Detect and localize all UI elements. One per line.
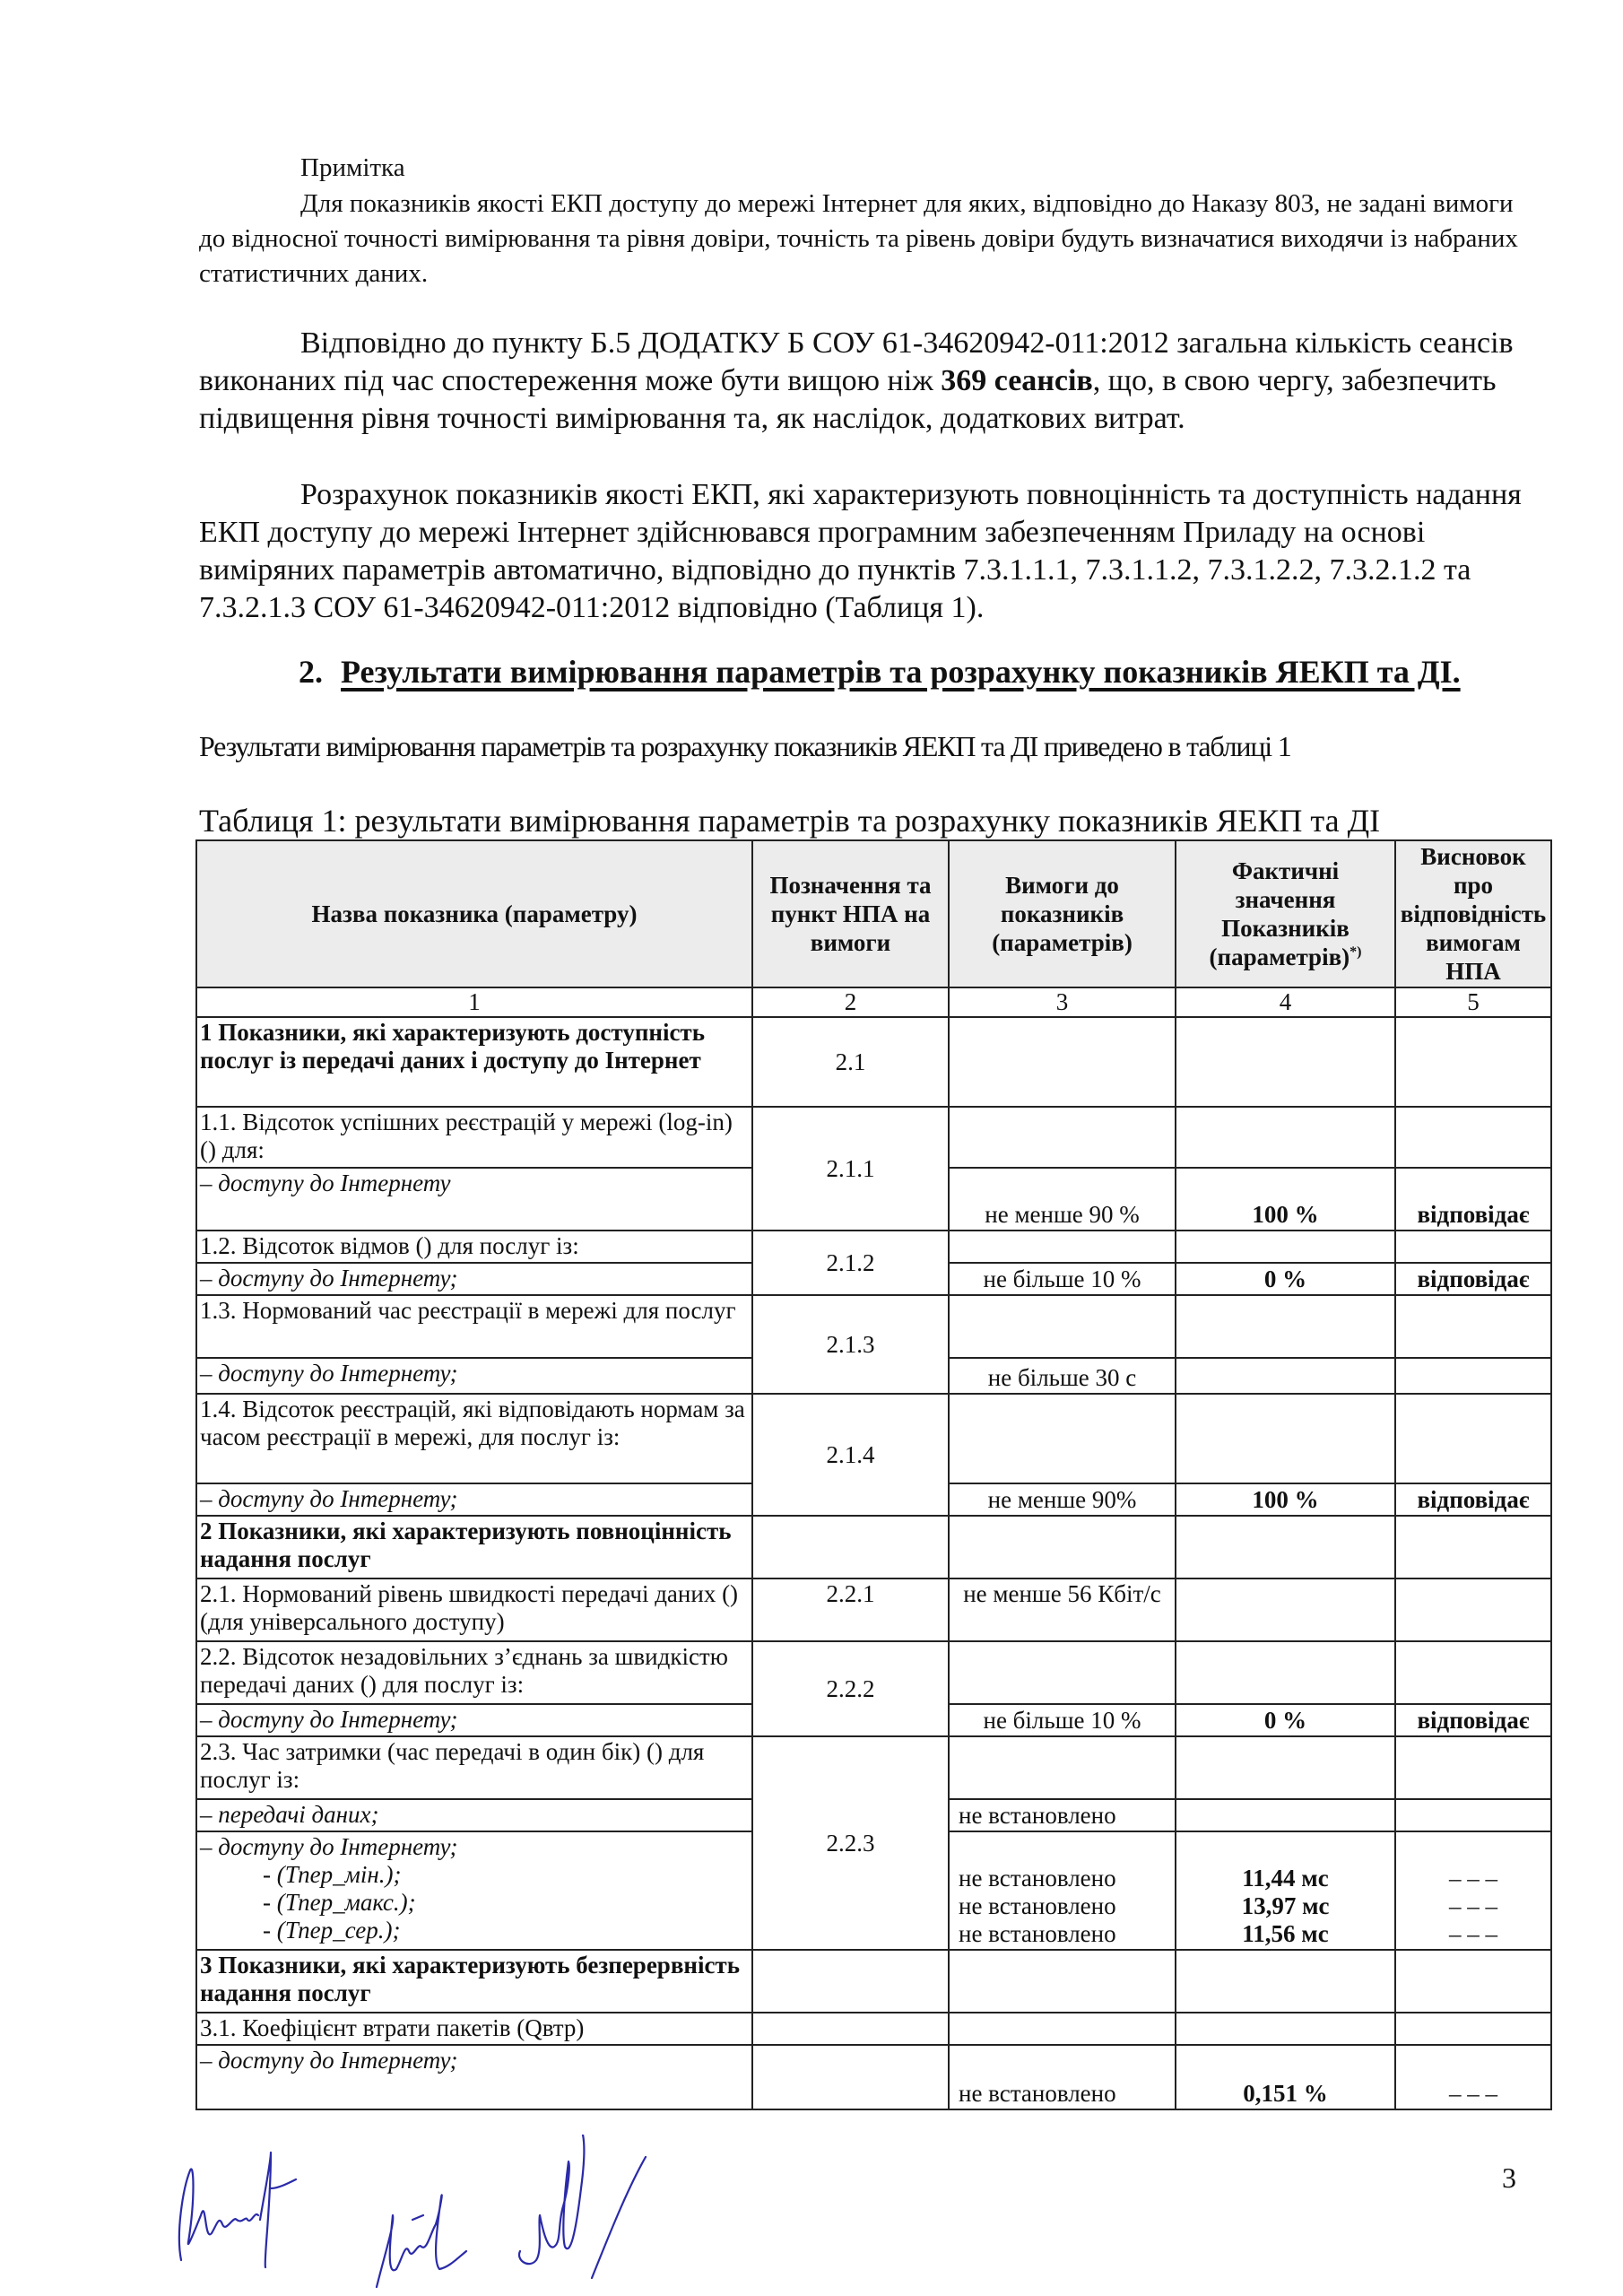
column-number: 2 xyxy=(752,987,949,1017)
delay-max-value: 13,97 мс xyxy=(1241,1892,1330,1919)
delay-max-requirement: не встановлено xyxy=(959,1892,1116,1919)
row-1-3-title: 1.3. Нормований час реєстрації в мережі для послуг xyxy=(196,1295,752,1358)
row-1-4-code: 2.1.4 xyxy=(752,1394,949,1516)
row-1-2-title: 1.2. Відсоток відмов () для послуг із: xyxy=(196,1231,752,1263)
table-row-section-2 xyxy=(196,1516,1551,1578)
table-row xyxy=(196,1295,1551,1358)
row-2-1-title: 2.1. Нормований рівень швидкості передачі даних ()(для універсального доступу) xyxy=(196,1578,752,1641)
signatures xyxy=(170,2135,798,2296)
row-2-2-title: 2.2. Відсоток незадовільних з’єднань за швидкістю передачі даних () для послуг із: xyxy=(196,1641,752,1704)
row-3-1-title: 3.1. Коефіцієнт втрати пакетів (Qвтр) xyxy=(196,2013,752,2045)
delay-avg-requirement: не встановлено xyxy=(959,1920,1116,1947)
section-title: Результати вимірювання параметрів та розрахунку показників ЯЕКП та ДІ. xyxy=(341,654,1461,690)
results-intro: Результати вимірювання параметрів та розрахунку показників ЯЕКП та ДІ приведено в таблиці 1 xyxy=(199,730,1291,762)
section-number: 2. xyxy=(299,654,323,690)
delay-min-conclusion: – – – xyxy=(1449,1865,1497,1892)
table-row xyxy=(196,2045,1551,2109)
sessions-count: 369 сеансів xyxy=(941,364,1093,397)
row-1-2-sub: – доступу до Інтернету; xyxy=(196,1263,752,1295)
table-header-row xyxy=(196,840,1551,987)
row-2-3-values xyxy=(1176,1831,1395,1950)
row-2-2-code: 2.2.2 xyxy=(752,1641,949,1736)
column-number: 3 xyxy=(949,987,1176,1017)
table-row xyxy=(196,1578,1551,1641)
row-2-1-requirement: не менше 56 Кбіт/с xyxy=(949,1578,1176,1641)
row-2-2-requirement: не більше 10 % xyxy=(949,1704,1176,1736)
signature-2 xyxy=(377,2195,466,2287)
section-2-title: 2 Показники, які характеризують повноцінність надання послуг xyxy=(196,1516,752,1578)
row-1-1-code: 2.1.1 xyxy=(752,1107,949,1231)
row-1-4-value: 100 % xyxy=(1176,1483,1395,1516)
row-1-3-code: 2.1.3 xyxy=(752,1295,949,1394)
row-1-1-sub: – доступу до Інтернету xyxy=(196,1168,752,1231)
column-number: 1 xyxy=(196,987,752,1017)
row-1-2-code: 2.1.2 xyxy=(752,1231,949,1295)
row-2-3-requirements xyxy=(949,1831,1176,1950)
table-row xyxy=(196,1641,1551,1704)
delay-avg-label: - (Тпер_сер.); xyxy=(263,1917,401,1944)
footnote-marker: *) xyxy=(1350,944,1362,960)
row-1-4-requirement: не менше 90% xyxy=(949,1483,1176,1516)
row-1-4-title: 1.4. Відсоток реєстрацій, які відповідають нормам за часом реєстрації в мережі, для послуг із: xyxy=(196,1394,752,1483)
section-1-title: 1 Показники, які характеризують доступність послуг із передачі даних і доступу до Інтернет xyxy=(196,1017,752,1107)
header-actual-values: Фактичні значення Показників (параметрів)*) xyxy=(1176,840,1395,987)
table-row xyxy=(196,1394,1551,1483)
table-row-section-1 xyxy=(196,1017,1551,1107)
header-npa-reference: Позначення та пункт НПА на вимоги xyxy=(752,840,949,987)
row-2-3-data-requirement: не встановлено xyxy=(949,1799,1176,1831)
paragraph-sessions-after: , що, в свою чергу, забезпечить підвищення рівня точності вимірювання та, як наслідок, додаткових витрат. xyxy=(199,364,1497,435)
row-1-3-requirement: не більше 30 с xyxy=(949,1358,1176,1394)
results-table xyxy=(195,839,1552,2110)
section-1-code: 2.1 xyxy=(752,1017,949,1107)
table-caption: Таблиця 1: результати вимірювання параметрів та розрахунку показників ЯЕКП та ДІ xyxy=(199,803,1381,839)
row-1-3-sub: – доступу до Інтернету; xyxy=(196,1358,752,1394)
row-1-4-conclusion: відповідає xyxy=(1395,1483,1551,1516)
section-3-title: 3 Показники, які характеризують безперервність надання послуг xyxy=(196,1950,752,2013)
paragraph-sessions-before: Відповідно до пункту Б.5 ДОДАТКУ Б СОУ 61-34620942-011:2012 загальна кількість сеансів виконаних під час спостереження може бути вищою ніж xyxy=(199,326,1514,397)
row-1-2-value: 0 % xyxy=(1176,1263,1395,1295)
header-indicator-name: Назва показника (параметру) xyxy=(196,840,752,987)
row-1-4-sub: – доступу до Інтернету; xyxy=(196,1483,752,1516)
row-2-3-data-sub: – передачі даних; xyxy=(196,1799,752,1831)
header-requirements: Вимоги до показників (параметрів) xyxy=(949,840,1176,987)
row-3-1-requirement: не встановлено xyxy=(949,2045,1176,2109)
column-number-row xyxy=(196,987,1551,1017)
row-1-1-conclusion: відповідає xyxy=(1395,1168,1551,1231)
delay-max-conclusion: – – – xyxy=(1449,1892,1497,1919)
row-1-1-requirement: не менше 90 % xyxy=(949,1168,1176,1231)
delay-min-requirement: не встановлено xyxy=(959,1865,1116,1892)
header-conclusion: Висновок про відповідність вимогам НПА xyxy=(1395,840,1551,987)
row-1-1-value: 100 % xyxy=(1176,1168,1395,1231)
note-body: Для показників якості ЕКП доступу до мережі Інтернет для яких, відповідно до Наказу 803, не задані вимоги до відносної точності вимірювання та рівня довіри, точність та рівень довіри будуть визначатися виходячи із набраних статистичних даних. xyxy=(199,189,1518,288)
column-number: 5 xyxy=(1395,987,1551,1017)
row-1-2-conclusion: відповідає xyxy=(1395,1263,1551,1295)
paragraph-sessions xyxy=(199,325,1549,438)
row-2-2-conclusion: відповідає xyxy=(1395,1704,1551,1736)
signature-3 xyxy=(519,2135,646,2278)
page-number: 3 xyxy=(1502,2161,1516,2194)
row-3-1-conclusion: – – – xyxy=(1395,2045,1551,2109)
row-2-3-internet xyxy=(196,1831,752,1950)
signature-1 xyxy=(179,2152,296,2267)
delay-min-value: 11,44 мс xyxy=(1242,1865,1329,1892)
table-row xyxy=(196,1736,1551,1799)
delay-min-label: - (Тпер_мін.); xyxy=(263,1861,402,1888)
table-row xyxy=(196,1231,1551,1263)
paragraph-calculation: Розрахунок показників якості ЕКП, які характеризують повноцінність та доступність надання ЕКП доступу до мережі Інтернет здійснювався програмним забезпеченням Приладу на основі виміряних параметрів автоматично, відповідно до пунктів 7.3.1.1.1, 7.3.1.1.2, 7.3.1.2.2, 7.3.2.1.2 та 7.3.2.1.3 СОУ 61-34620942-011:2012 відповідно (Таблиця 1). xyxy=(199,478,1522,624)
delay-avg-value: 11,56 мс xyxy=(1242,1920,1329,1947)
row-3-1-value: 0,151 % xyxy=(1176,2045,1395,2109)
row-1-2-requirement: не більше 10 % xyxy=(949,1263,1176,1295)
row-1-1-title: 1.1. Відсоток успішних реєстрацій у мережі (log-in) () для: xyxy=(196,1107,752,1168)
delay-avg-conclusion: – – – xyxy=(1449,1920,1497,1947)
column-number: 4 xyxy=(1176,987,1395,1017)
table-row-section-3 xyxy=(196,1950,1551,2013)
row-2-2-sub: – доступу до Інтернету; xyxy=(196,1704,752,1736)
row-2-3-title: 2.3. Час затримки (час передачі в один бік) () для послуг із: xyxy=(196,1736,752,1799)
note-title: Примітка xyxy=(300,153,405,182)
table-row xyxy=(196,1107,1551,1168)
row-2-3-code: 2.2.3 xyxy=(752,1736,949,1950)
section-heading xyxy=(299,653,1461,691)
table-row xyxy=(196,2013,1551,2045)
row-2-2-value: 0 % xyxy=(1176,1704,1395,1736)
row-2-1-code: 2.2.1 xyxy=(752,1578,949,1641)
row-3-1-sub: – доступу до Інтернету; xyxy=(196,2045,752,2109)
delay-max-label: - (Тпер_макс.); xyxy=(263,1889,416,1916)
row-2-3-conclusions xyxy=(1395,1831,1551,1950)
row-2-3-internet-sub: – доступу до Інтернету; xyxy=(200,1833,458,1860)
